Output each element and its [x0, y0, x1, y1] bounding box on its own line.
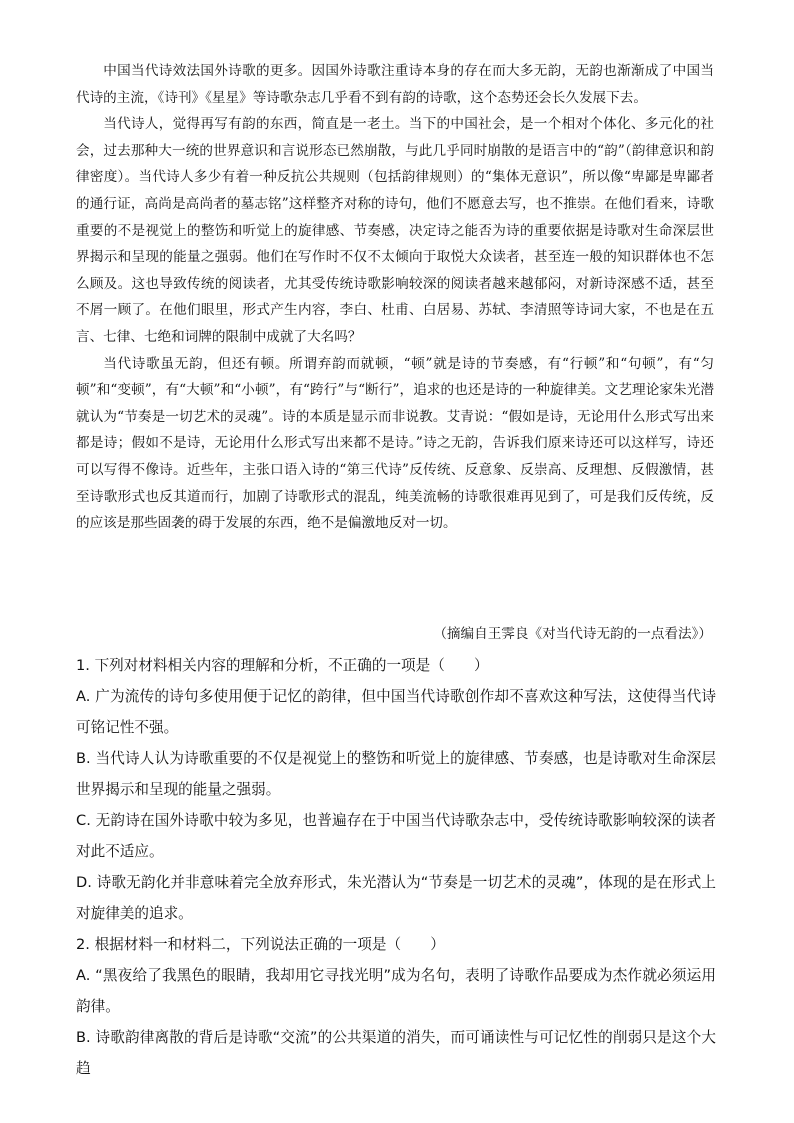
- passage: [76, 58, 714, 537]
- option-b: B. 诗歌韵律离散的背后是诗歌“交流”的公共渠道的消失，而可诵读性与可记忆性的削弱只是这个大趋: [76, 1029, 716, 1077]
- passage-paragraph-3: 当代诗歌虽无韵，但还有顿。所谓弃韵而就顿，“顿”就是诗的节奏感，有“行顿”和“句顿”，有“匀顿”和“变顿”，有“大顿”和“小顿”，有“跨行”与“断行”，追求的也还是诗的一种旋律美。文艺理论家朱光潜就认为“节奏是一切艺术的灵魂”。诗的本质是显示而非说教。艾青说：“假如是诗，无论用什么形式写出来都是诗；假如不是诗，无论用什么形式写出来都不是诗。”诗之无韵，告诉我们原来诗还可以这样写，诗还可以写得不像诗。近些年，主张口语入诗的“第三代诗”反传统、反意象、反崇高、反理想、反假激情，甚至诗歌形式也反其道而行，加剧了诗歌形式的混乱，纯美流畅的诗歌很难再见到了，可是我们反传统，反的应该是那些固袭的碍于发展的东西，绝不是偏激地反对一切。: [76, 355, 714, 532]
- question-1: [76, 650, 716, 929]
- option-b: B. 当代诗人认为诗歌重要的不仅是视觉上的整饬和听觉上的旋律感、节奏感，也是诗歌对生命深层世界揭示和呈现的能量之强弱。: [76, 750, 716, 798]
- option-d: D. 诗歌无韵化并非意味着完全放弃形式，朱光潜认为“节奏是一切艺术的灵魂”，体现的是在形式上对旋律美的追求。: [76, 874, 716, 922]
- option-a: A. “黑夜给了我黑色的眼睛，我却用它寻找光明”成为名句，表明了诗歌作品要成为杰作就必须运用韵律。: [76, 967, 716, 1015]
- option-c: C. 无韵诗在国外诗歌中较为多见，也普遍存在于中国当代诗歌杂志中，受传统诗歌影响较深的读者对此不适应。: [76, 812, 716, 860]
- question-2: [76, 929, 716, 1084]
- passage-paragraph-2: 当代诗人，觉得再写有韵的东西，简直是一老土。当下的中国社会，是一个相对个体化、多元化的社会，过去那种大一统的世界意识和言说形态已然崩散，与此几乎同时崩散的是语言中的“韵”（韵律意识和韵律密度）。当代诗人多少有着一种反抗公共规则（包括韵律规则）的“集体无意识”，所以像“卑鄙是卑鄙者的通行证，高尚是高尚者的墓志铭”这样整齐对称的诗句，他们不愿意去写，也不推崇。在他们看来，诗歌重要的不是视觉上的整饬和听觉上的旋律感、节奏感，决定诗之能否为诗的重要依据是诗歌对生命深层世界揭示和呈现的能量之强弱。他们在写作时不仅不太倾向于取悦大众读者，甚至连一般的知识群体也不怎么顾及。这也导致传统的阅读者，尤其受传统诗歌影响较深的阅读者越来越郁闷，对新诗深感不适，甚至不屑一顾了。在他们眼里，形式产生内容，李白、杜甫、白居易、苏轼、李清照等诗词大家，不也是在五言、七律、七绝和词牌的限制中成就了大名吗？: [76, 116, 714, 345]
- option-a: A. 广为流传的诗句多使用便于记忆的韵律，但中国当代诗歌创作却不喜欢这种写法，这使得当代诗可铭记性不强。: [76, 688, 716, 736]
- question-stem: 1. 下列对材料相关内容的理解和分析，不正确的一项是（ ）: [76, 657, 489, 674]
- passage-source: （摘编自王霁良《对当代诗无韵的一点看法》）: [433, 626, 712, 642]
- question-stem: 2. 根据材料一和材料二，下列说法正确的一项是（ ）: [76, 936, 445, 953]
- passage-paragraph-1: 中国当代诗效法国外诗歌的更多。因国外诗歌注重诗本身的存在而大多无韵，无韵也渐渐成了中国当代诗的主流，《诗刊》《星星》等诗歌杂志几乎看不到有韵的诗歌，这个态势还会长久发展下去。: [76, 63, 714, 106]
